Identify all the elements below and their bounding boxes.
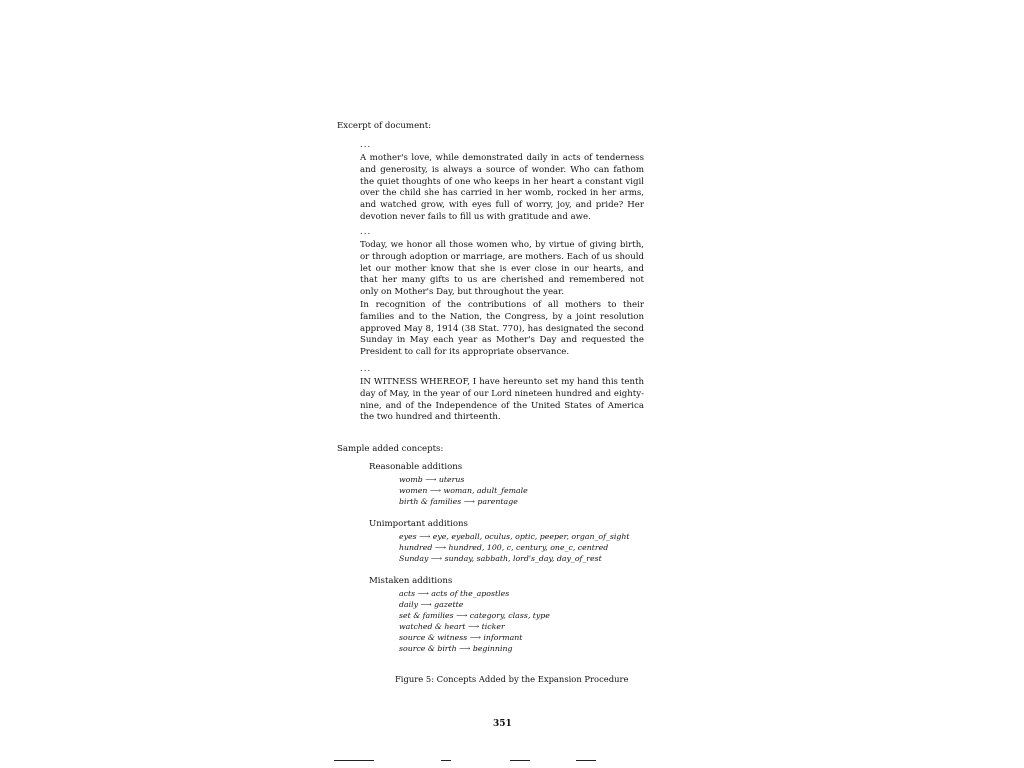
concept-item: Sunday ⟶ sunday, sabbath, lord's_day, day_of_rest (399, 554, 602, 563)
scan-artifact-rule (441, 760, 451, 761)
scan-artifact-rule (334, 760, 374, 761)
concept-item: acts ⟶ acts of the_apostles (399, 589, 510, 598)
scan-artifact-rule (510, 760, 530, 761)
concept-item: hundred ⟶ hundred, 100, c, century, one_c, centred (399, 543, 609, 552)
concept-item: set & families ⟶ category, class, type (399, 611, 550, 620)
concept-item: women ⟶ woman, adult_female (399, 486, 528, 495)
paragraph-text: IN WITNESS WHEREOF, I have hereunto set my hand this tenth day of May, in the year of our Lord nineteen hundred and eighty-nine, and of the Independence of the United States of America the two hundred and thirteenth. (360, 377, 644, 423)
concepts-heading: Sample added concepts: (337, 444, 444, 454)
figure-caption: Figure 5: Concepts Added by the Expansion Procedure (395, 674, 629, 684)
concept-item: source & birth ⟶ beginning (399, 644, 513, 653)
paragraph-1 (360, 153, 644, 224)
paragraph-text: In recognition of the contributions of all mothers to their families and to the Nation, the Congress, by a joint resolution approved May 8, 1914 (38 Stat. 770), has designated the second Sunday in May each year as Mother's Day and requested the President to call for its appropriate observance. (360, 300, 644, 358)
concept-item: birth & families ⟶ parentage (399, 497, 518, 506)
paragraph-text: Today, we honor all those women who, by virtue of giving birth, or through adoption or marriage, are mothers. Each of us should let our mother know that she is ever close in our hearts, and that her many gifts to us are cherished and remembered not only on Mother's Day, but throughout the year. (360, 240, 644, 298)
concept-item: watched & heart ⟶ ticker (399, 622, 505, 631)
category-reasonable-label: Reasonable additions (369, 462, 463, 472)
concept-item: eyes ⟶ eye, eyeball, oculus, optic, peeper, organ_of_sight (399, 532, 630, 541)
page-number: 351 (493, 719, 512, 729)
concept-item: daily ⟶ gazette (399, 600, 464, 609)
paragraph-text: A mother's love, while demonstrated daily in acts of tenderness and generosity, is always a source of wonder. Who can fathom the quiet thoughts of one who keeps in her heart a constant vigil over the child she has carried in her womb, rocked in her arms, and watched grow, with eyes full of worry, joy, and pride? Her devotion never fails to fill us with gratitude and awe. (360, 153, 644, 222)
paragraph-3 (360, 300, 644, 359)
ellipsis-2: ... (360, 227, 372, 237)
scan-artifact-rule (576, 760, 596, 761)
concept-item: source & witness ⟶ informant (399, 633, 523, 642)
ellipsis-1: ... (360, 140, 372, 150)
excerpt-heading: Excerpt of document: (337, 121, 432, 131)
paragraph-2 (360, 240, 644, 299)
category-unimportant-label: Unimportant additions (369, 519, 468, 529)
ellipsis-3: ... (360, 364, 372, 374)
concept-item: womb ⟶ uterus (399, 475, 465, 484)
category-mistaken-label: Mistaken additions (369, 576, 453, 586)
paragraph-4 (360, 377, 644, 424)
